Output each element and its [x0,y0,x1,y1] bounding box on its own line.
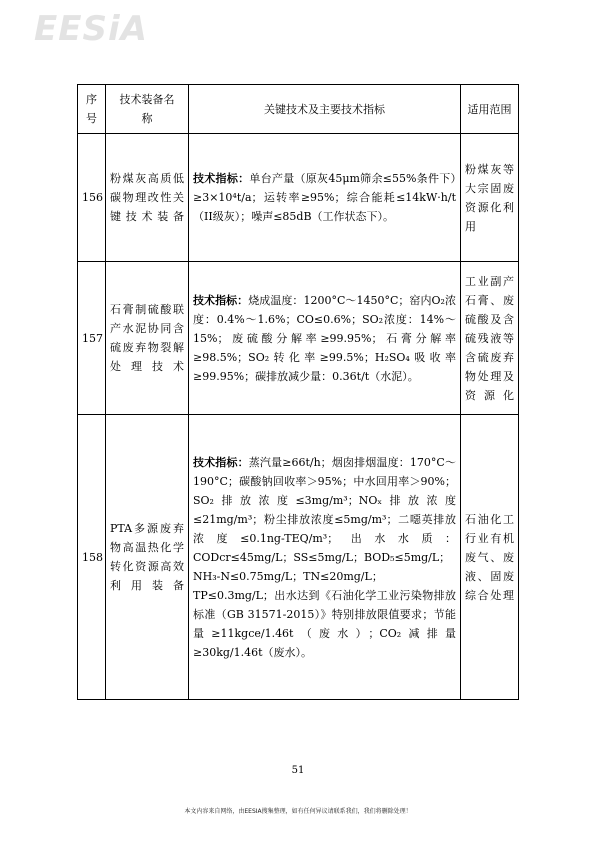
technology-table [77,84,519,700]
tech-indicators [189,415,461,700]
row-number: 158 [78,415,106,700]
indicator-text: 烧成温度：1200°C～1450°C；窑内O₂浓度：0.4%～1.6%；CO≤0.6%；SO₂浓度：14%～15%；废硫酸分解率≥99.95%；石膏分解率≥98.5%；SO₂转化率≥99.5%；H₂SO₄吸收率≥99.95%；碳排放减少量：0.36t/t（水泥）。 [193,293,456,383]
page-number: 51 [291,765,305,776]
tech-indicators [189,134,461,262]
applicable-scope: 工业副产石膏、废硫酸及含硫残液等含硫废弃物处理及资源化 [461,262,519,415]
table-row [78,262,519,415]
indicator-label: 技术指标： [193,455,249,469]
eesia-logo: EESiA [34,9,148,49]
indicator-label: 技术指标： [193,293,249,307]
footer-disclaimer: 本文内容来自网络，由EESIA搜集整理，如有任何异议请联系我们，我们将删除处理！ [184,808,412,815]
header-name: 技术装备名称 [106,85,189,134]
applicable-scope: 石油化工行业有机废气、废液、固废综合处理 [461,415,519,700]
header-seq: 序号 [78,85,106,134]
row-number: 157 [78,262,106,415]
tech-indicators [189,262,461,415]
equipment-name: 粉煤灰高质低碳物理改性关键技术装备 [106,134,189,262]
row-number: 156 [78,134,106,262]
table-row [78,134,519,262]
equipment-name: 石膏制硫酸联产水泥协同含硫废弃物裂解处理技术 [106,262,189,415]
indicator-text: 蒸汽量≥66t/h；烟囱排烟温度：170°C～190°C；碳酸钠回收率＞95%；中水回用率＞90%；SO₂排放浓度≤3mg/m³；NOₓ排放浓度≤21mg/m³；粉尘排放浓度≤5mg/m³；二噁英排放浓度≤0.1ng-TEQ/m³；出水水质：CODcr≤45mg/L；SS≤5mg/L；BOD₅≤5mg/L；NH₃-N≤0.75mg/L；TN≤20mg/L；TP≤0.3mg/L；出水达到《石油化学工业污染物排放标准（GB 31571-2015）》特别排放限值要求；节能量≥11kgce/1.46t（废水）；CO₂减排量≥30kg/1.46t（废水）。 [193,455,456,659]
indicator-label: 技术指标： [193,172,250,185]
header-tech: 关键技术及主要技术指标 [189,85,461,134]
table-row [78,415,519,700]
applicable-scope: 粉煤灰等大宗固废资源化利用 [461,134,519,262]
indicator-text: 单台产量（原灰45μm筛余≤55%条件下）≥3×10⁴t/a；运转率≥95%；综合能耗≤14kW·h/t（II级灰）；噪声≤85dB（工作状态下）。 [193,172,457,223]
equipment-name: PTA多源废弃物高温热化学转化资源高效利用装备 [106,415,189,700]
header-scope: 适用范围 [461,85,519,134]
table-header-row [78,85,519,134]
